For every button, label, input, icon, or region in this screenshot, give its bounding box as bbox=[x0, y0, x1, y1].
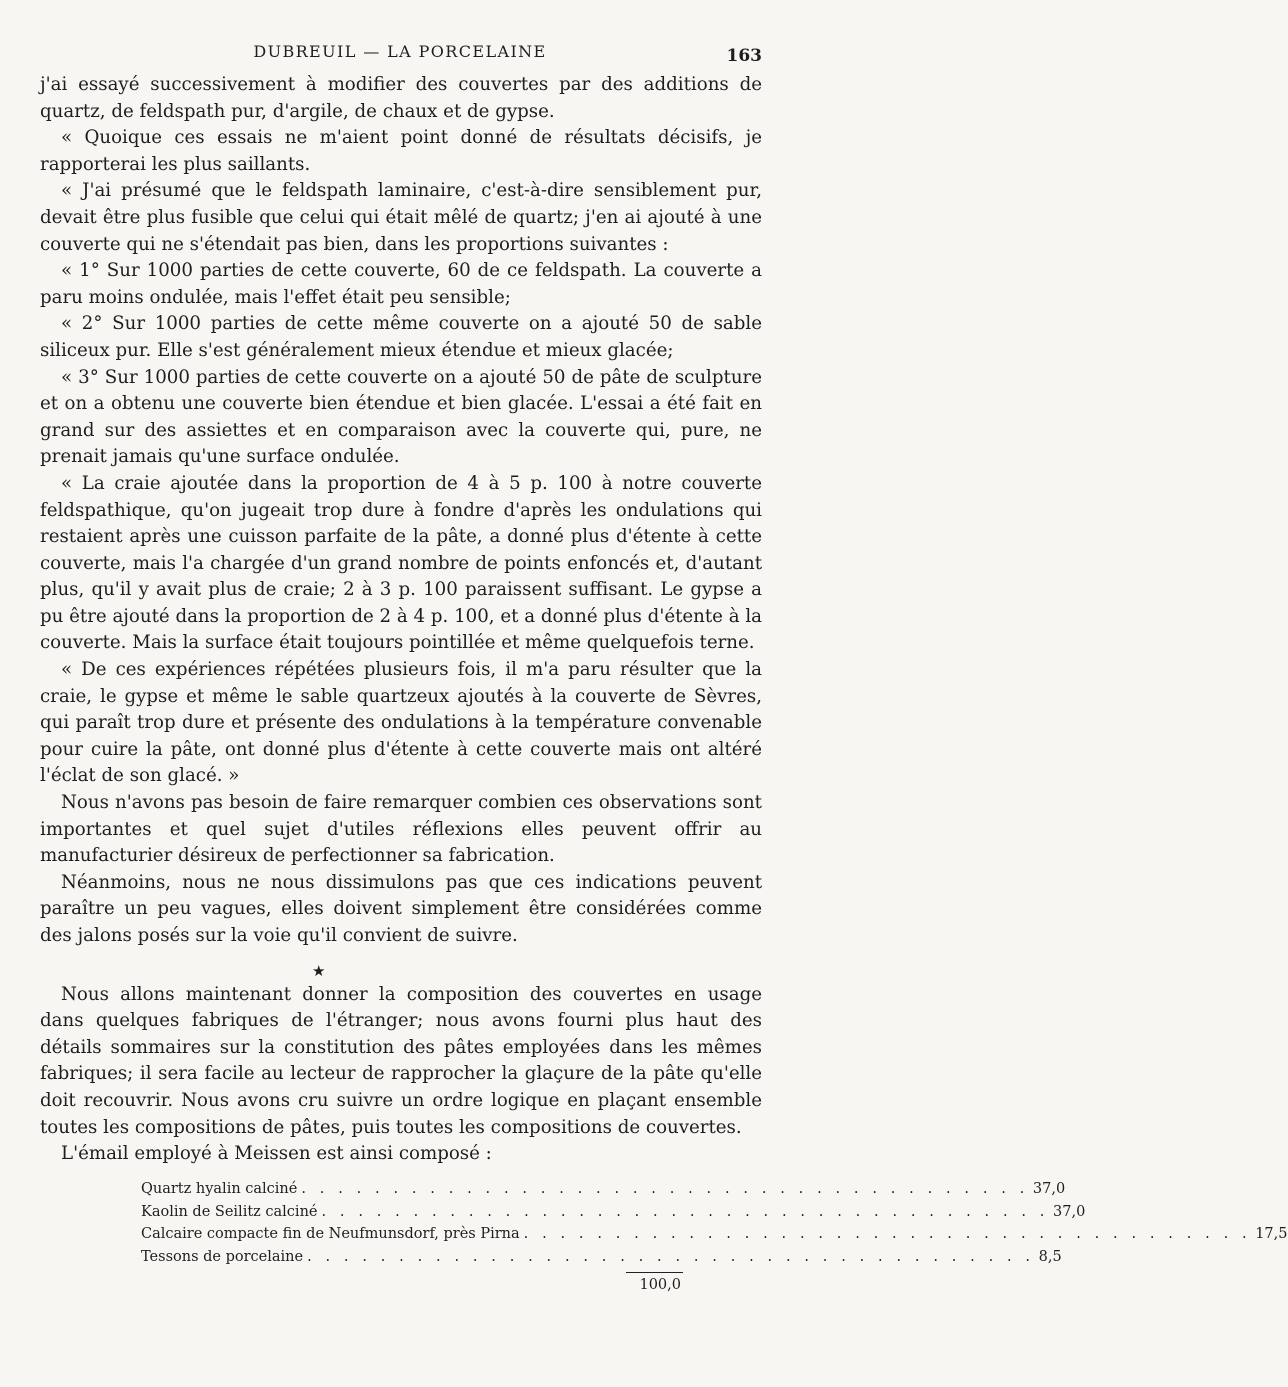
paragraph: « 3° Sur 1000 parties de cette couverte on a ajouté 50 de pâte de sculpture et on a obtenu une couverte bien étendue et bien glacée. L'essai a été fait en grand sur des assiettes et en comparaison avec la couverte qui, pure, ne prenait jamais qu'une surface ondulée. bbox=[40, 366, 762, 468]
dot-leader: . . . . . . . . . . . . . . . . . . . . . . . . . . . . . . . . . . . . . . . . bbox=[321, 1203, 1050, 1220]
dot-leader: . . . . . . . . . . . . . . . . . . . . . . . . . . . . . . . . . . . . . . . . bbox=[307, 1248, 1035, 1265]
ingredient-value: 8,5 bbox=[1038, 1248, 1062, 1265]
running-head: DUBREUIL — LA PORCELAINE bbox=[253, 42, 547, 61]
paragraph: « 2° Sur 1000 parties de cette même couverte on a ajouté 50 de sable siliceux pur. Elle s'est généralement mieux étendue et mieux glacée; bbox=[40, 313, 762, 361]
ingredient-label: Kaolin de Seilitz calciné bbox=[141, 1203, 318, 1220]
paragraph: Néanmoins, nous ne nous dissimulons pas que ces indications peuvent paraître un peu vagues, elles doivent simplement être considérées comme des jalons posés sur la voie qu'il convient de suivre. bbox=[40, 871, 762, 946]
body-text bbox=[40, 72, 762, 1168]
paragraph-continuation: j'ai essayé successivement à modifier des couvertes par des additions de quartz, de feldspath pur, d'argile, de chaux et de gypse. bbox=[40, 74, 762, 122]
paragraph: Nous allons maintenant donner la composition des couvertes en usage dans quelques fabriques de l'étranger; nous avons fourni plus haut des détails sommaires sur la constitution des pâtes employées dans les mêmes fabriques; il sera facile au lecteur de rapprocher la glaçure de la pâte qu'elle doit recouvrir. Nous avons cru suivre un ordre logique en plaçant ensemble toutes les compositions de pâtes, puis toutes les compositions de couvertes. bbox=[40, 983, 762, 1138]
table-row bbox=[141, 1201, 1086, 1224]
page-number: 163 bbox=[726, 46, 762, 66]
dot-leader: . . . . . . . . . . . . . . . . . . . . . . . . . . . . . . . . . . . . . . . . bbox=[523, 1226, 1252, 1242]
paragraph: « De ces expériences répétées plusieurs fois, il m'a paru résulter que la craie, le gypse et même le sable quartzeux ajoutés à la couverte de Sèvres, qui paraît trop dure et présente des ondulations à la température convenable pour cuire la pâte, ont donné plus d'étente à cette couverte mais ont altéré l'éclat de son glacé. » bbox=[40, 659, 762, 787]
ingredient-label: Tessons de porcelaine bbox=[141, 1248, 304, 1265]
table-row bbox=[141, 1178, 1066, 1201]
ingredient-label: Calcaire compacte fin de Neufmunsdorf, près Pirna bbox=[141, 1226, 520, 1242]
total-value: 100,0 bbox=[639, 1277, 681, 1293]
ingredient-value: 37,0 bbox=[1053, 1203, 1086, 1220]
paragraph: « J'ai présumé que le feldspath laminaire, c'est-à-dire sensiblement pur, devait être plus fusible que celui qui était mêlé de quartz; j'en ai ajouté à une couverte qui ne s'étendait pas bien, dans les proportions suivantes : bbox=[40, 180, 762, 255]
paragraph: « La craie ajoutée dans la proportion de 4 à 5 p. 100 à notre couverte feldspathique, qu'on jugeait trop dure à fondre d'après les ondulations qui restaient après une cuisson parfaite de la pâte, a donné plus d'étente à cette couverte, mais l'a chargée d'un grand nombre de points enfoncés et, d'autant plus, qu'il y avait plus de craie; 2 à 3 p. 100 paraissent suffisant. Le gypse a pu être ajouté dans la proportion de 2 à 4 p. 100, et a donné plus d'étente à la couverte. Mais la surface était toujours pointillée et même quelquefois terne. bbox=[40, 472, 763, 654]
dot-leader: . . . . . . . . . . . . . . . . . . . . . . . . . . . . . . . . . . . . . . . . bbox=[301, 1181, 1029, 1197]
ingredient-label: Quartz hyalin calciné bbox=[141, 1181, 298, 1197]
table-row bbox=[141, 1246, 1062, 1269]
paragraph: « 1° Sur 1000 parties de cette couverte, 60 de ce feldspath. La couverte a paru moins ondulée, mais l'effet était peu sensible; bbox=[40, 260, 762, 308]
ingredient-value: 17,5 bbox=[1255, 1226, 1288, 1242]
paragraph: « Quoique ces essais ne m'aient point donné de résultats décisifs, je rapporterai les plus saillants. bbox=[40, 127, 762, 175]
paragraph-table-intro: L'émail employé à Meissen est ainsi composé : bbox=[61, 1143, 492, 1165]
ingredient-value: 37,0 bbox=[1032, 1181, 1066, 1197]
table-total-row bbox=[141, 1273, 681, 1297]
section-separator-star: ★ bbox=[312, 961, 326, 980]
paragraph: Nous n'avons pas besoin de faire remarquer combien ces observations sont importantes et quel sujet d'utiles réflexions elles peuvent offrir au manufacturier désireux de perfectionner sa fabrication. bbox=[40, 792, 762, 867]
composition-table bbox=[141, 1178, 1288, 1297]
table-row bbox=[141, 1223, 1288, 1246]
page-header bbox=[0, 38, 800, 68]
